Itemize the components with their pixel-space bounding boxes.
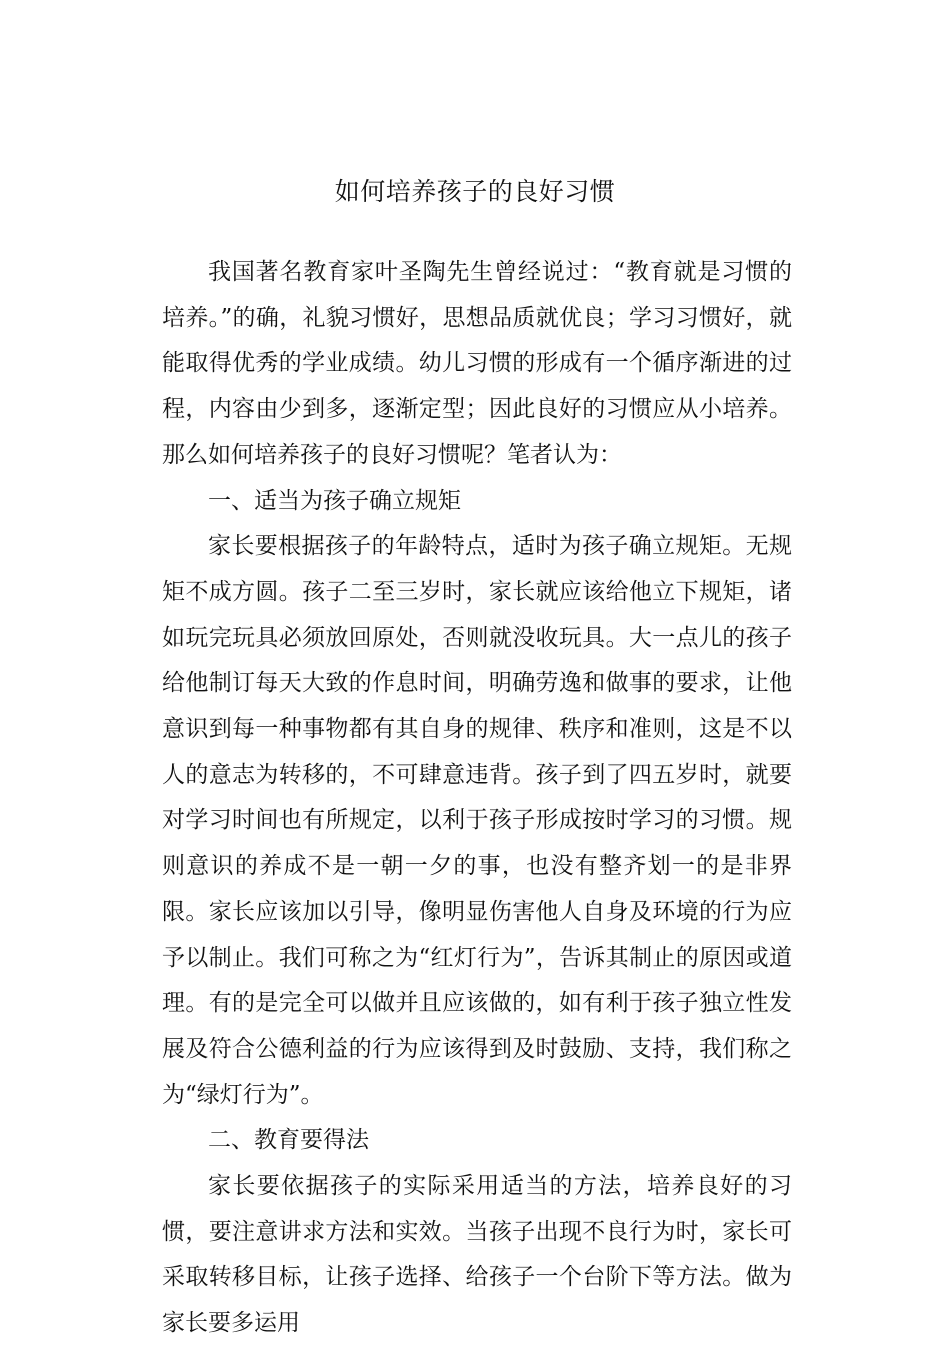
intro-paragraph: 我国著名教育家叶圣陶先生曾经说过：“教育就是习惯的培养。”的确，礼貌习惯好，思想品质就优良；学习习惯好，就能取得优秀的学业成绩。幼儿习惯的形成有一个循序渐进的过程，内容由少到多，逐渐定型；因此良好的习惯应从小培养。那么如何培养孩子的良好习惯呢？笔者认为： xyxy=(162,259,792,468)
section-heading-2: 二、教育要得法 xyxy=(208,1127,369,1154)
section-heading-1: 一、适当为孩子确立规矩 xyxy=(208,487,461,514)
document-body xyxy=(162,250,792,1347)
section-paragraph-1: 家长要根据孩子的年龄特点，适时为孩子确立规矩。无规矩不成方圆。孩子二至三岁时，家长就应该给他立下规矩，诸如玩完玩具必须放回原处，否则就没收玩具。大一点儿的孩子给他制订每天大致的作息时间，明确劳逸和做事的要求，让他意识到每一种事物都有其自身的规律、秩序和准则，这是不以人的意志为转移的，不可肆意违背。孩子到了四五岁时，就要对学习时间也有所规定，以利于孩子形成按时学习的习惯。规则意识的养成不是一朝一夕的事，也没有整齐划一的是非界限。家长应该加以引导，像明显伤害他人自身及环境的行为应予以制止。我们可称之为“红灯行为”，告诉其制止的原因或道理。有的是完全可以做并且应该做的，如有利于孩子独立性发展及符合公德利益的行为应该得到及时鼓励、支持，我们称之为“绿灯行为”。 xyxy=(162,533,792,1108)
document-title: 如何培养孩子的良好习惯 xyxy=(334,177,616,206)
section-paragraph-2: 家长要依据孩子的实际采用适当的方法，培养良好的习惯，要注意讲求方法和实效。当孩子出现不良行为时，家长可采取转移目标，让孩子选择、给孩子一个台阶下等方法。做为家长要多运用 xyxy=(162,1173,792,1337)
